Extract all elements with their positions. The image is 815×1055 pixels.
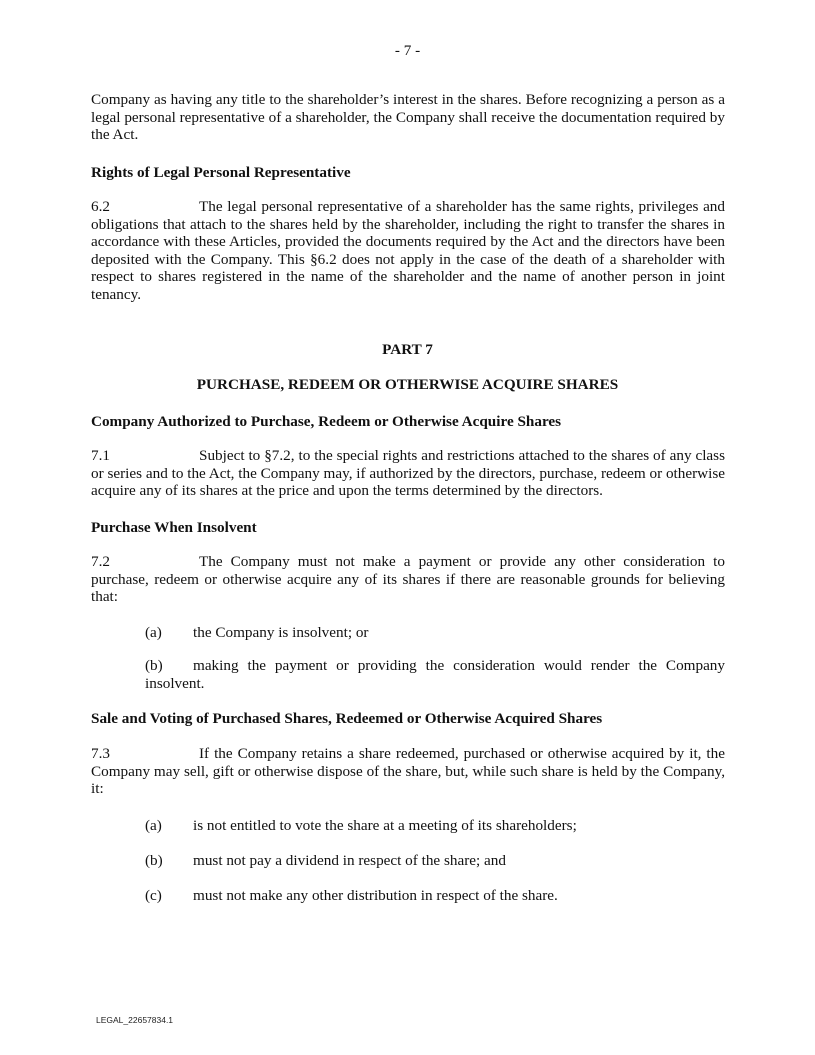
section-text: Subject to §7.2, to the special rights and restrictions attached to the shares of any class or series and to the Act, the Company may, if authorized by the directors, purchase, redeem or otherwise acquire any of its shares at the price and upon the terms determined by the directors. bbox=[91, 447, 725, 499]
section-heading-7-2: Purchase When Insolvent bbox=[91, 519, 257, 536]
section-paragraph-7-1 bbox=[91, 447, 725, 500]
list-item-text: making the payment or providing the consideration would render the Company insolvent. bbox=[145, 657, 725, 692]
list-item-text: is not entitled to vote the share at a meeting of its shareholders; bbox=[193, 817, 577, 834]
list-item-label: (a) bbox=[145, 624, 162, 641]
intro-paragraph: Company as having any title to the shareholder’s interest in the shares. Before recognizing a person as a legal personal representative of a shareholder, the Company shall receive the documentation required by the Act. bbox=[91, 91, 725, 143]
list-item-label: (b) bbox=[145, 657, 163, 674]
section-text: The Company must not make a payment or provide any other consideration to purchase, redeem or otherwise acquire any of its shares if there are reasonable grounds for believing that: bbox=[91, 553, 725, 605]
section-paragraph-7-3 bbox=[91, 745, 725, 798]
section-number: 7.3 bbox=[91, 745, 110, 762]
section-number: 6.2 bbox=[91, 198, 110, 215]
section-paragraph-7-2 bbox=[91, 553, 725, 606]
section-heading-7-3: Sale and Voting of Purchased Shares, Redeemed or Otherwise Acquired Shares bbox=[91, 710, 603, 727]
list-item-label: (b) bbox=[145, 852, 163, 869]
list-item-text: the Company is insolvent; or bbox=[193, 624, 369, 641]
section-number: 7.2 bbox=[91, 553, 110, 570]
list-item bbox=[145, 852, 725, 870]
part-label: PART 7 bbox=[382, 341, 433, 358]
section-heading-6-2: Rights of Legal Personal Representative bbox=[91, 164, 351, 181]
section-text: The legal personal representative of a shareholder has the same rights, privileges and obligations that attach to the shares held by the shareholder, including the right to transfer the shares in accordance with these Articles, provided the documents required by the Act and the directors have been deposited with the Company. This §6.2 does not apply in the case of the death of a shareholder with respect to shares registered in the name of the shareholder and the name of another person in joint tenancy. bbox=[91, 198, 725, 303]
part-title: PURCHASE, REDEEM OR OTHERWISE ACQUIRE SHARES bbox=[196, 376, 619, 393]
page-number: - 7 - bbox=[394, 42, 421, 59]
section-number: 7.1 bbox=[91, 447, 110, 464]
list-item bbox=[145, 624, 725, 642]
list-item bbox=[145, 657, 725, 692]
document-footer-id: LEGAL_22657834.1 bbox=[96, 1015, 174, 1025]
section-heading-7-1: Company Authorized to Purchase, Redeem or Otherwise Acquire Shares bbox=[91, 413, 562, 430]
list-item-text: must not make any other distribution in respect of the share. bbox=[193, 887, 558, 904]
list-item-label: (c) bbox=[145, 887, 162, 904]
list-item bbox=[145, 887, 725, 905]
list-item-label: (a) bbox=[145, 817, 162, 834]
section-text: If the Company retains a share redeemed, purchased or otherwise acquired by it, the Company may sell, gift or otherwise dispose of the share, but, while such share is held by the Company, it: bbox=[91, 745, 725, 797]
list-item bbox=[145, 817, 725, 835]
section-paragraph-6-2 bbox=[91, 198, 725, 303]
list-item-text: must not pay a dividend in respect of the share; and bbox=[193, 852, 506, 869]
